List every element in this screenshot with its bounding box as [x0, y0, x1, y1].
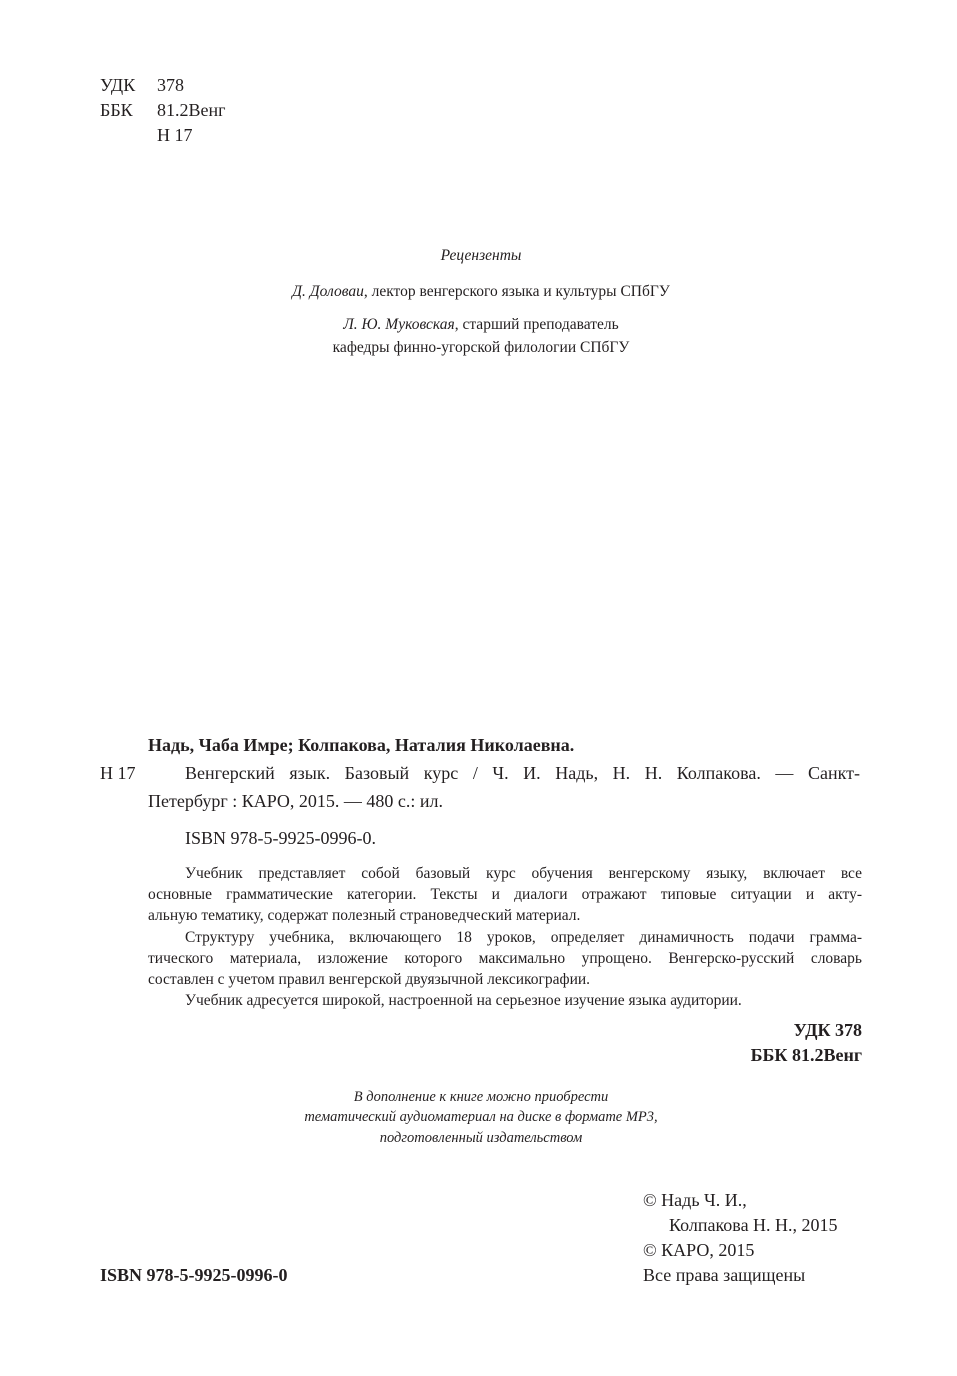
note-line: подготовленный издательством — [379, 1130, 583, 1146]
udk-label: УДК — [100, 75, 136, 95]
udk-value: 378 — [157, 75, 184, 95]
bib-isbn: ISBN 978-5-9925-0996-0. — [185, 828, 376, 848]
bbk-index: ББК 81.2Венг — [750, 1045, 862, 1065]
abstract-line: тического материала, изложение которого максимально упрощено. Венгерско-русский словарь — [148, 950, 862, 967]
reviewer-1 — [0, 284, 957, 300]
reviewer-2-name: Л. Ю. Муковская — [343, 316, 455, 333]
note-line: тематический аудиоматериал на диске в формате MP3, — [304, 1109, 658, 1125]
copyright-authors-2: Колпакова Н. Н., 2015 — [669, 1215, 838, 1235]
reviewer-2-desc: , старший преподаватель — [454, 316, 619, 333]
author-mark: Н 17 — [157, 125, 193, 145]
bbk-label: ББК — [100, 100, 133, 120]
abstract-line: альную тематику, содержат полезный страноведческий материал. — [148, 907, 581, 924]
reviewer-1-name: Д. Доловаи — [292, 283, 364, 300]
udk-index: УДК 378 — [793, 1020, 862, 1040]
abstract-line: Учебник представляет собой базовый курс обучения венгерскому языку, включает все — [185, 865, 862, 882]
bib-line-2: Петербург : КАРО, 2015. — 480 с.: ил. — [148, 791, 444, 811]
abstract-line: составлен с учетом правил венгерской двуязычной лексикографии. — [148, 971, 591, 988]
abstract-line: Структуру учебника, включающего 18 уроков, определяет динамичность подачи грамма- — [185, 929, 862, 946]
authors-heading: Надь, Чаба Имре; Колпакова, Наталия Николаевна. — [148, 735, 575, 755]
reviewers-heading: Рецензенты — [440, 247, 522, 264]
copyright-publisher: © КАРО, 2015 — [643, 1240, 755, 1260]
copyright-authors: © Надь Ч. И., — [643, 1190, 747, 1210]
rights-reserved: Все права защищены — [643, 1265, 806, 1285]
bbk-value: 81.2Венг — [157, 100, 226, 120]
isbn-bottom: ISBN 978-5-9925-0996-0 — [100, 1265, 288, 1285]
abstract-line: Учебник адресуется широкой, настроенной на серьезное изучение языка аудитории. — [185, 992, 742, 1009]
reviewer-2-desc2: кафедры финно-угорской филологии СПбГУ — [332, 339, 630, 356]
bib-mark: Н 17 — [100, 763, 136, 783]
abstract-line: основные грамматические категории. Тексты и диалоги отражают типовые ситуации и акту- — [148, 886, 862, 903]
reviewer-1-desc: , лектор венгерского языка и культуры СПбГУ — [363, 283, 670, 300]
bib-line-1: Венгерский язык. Базовый курс / Ч. И. Надь, Н. Н. Колпакова. — Санкт- — [185, 763, 860, 783]
note-line: В дополнение к книге можно приобрести — [353, 1089, 609, 1105]
reviewer-2 — [0, 317, 957, 333]
